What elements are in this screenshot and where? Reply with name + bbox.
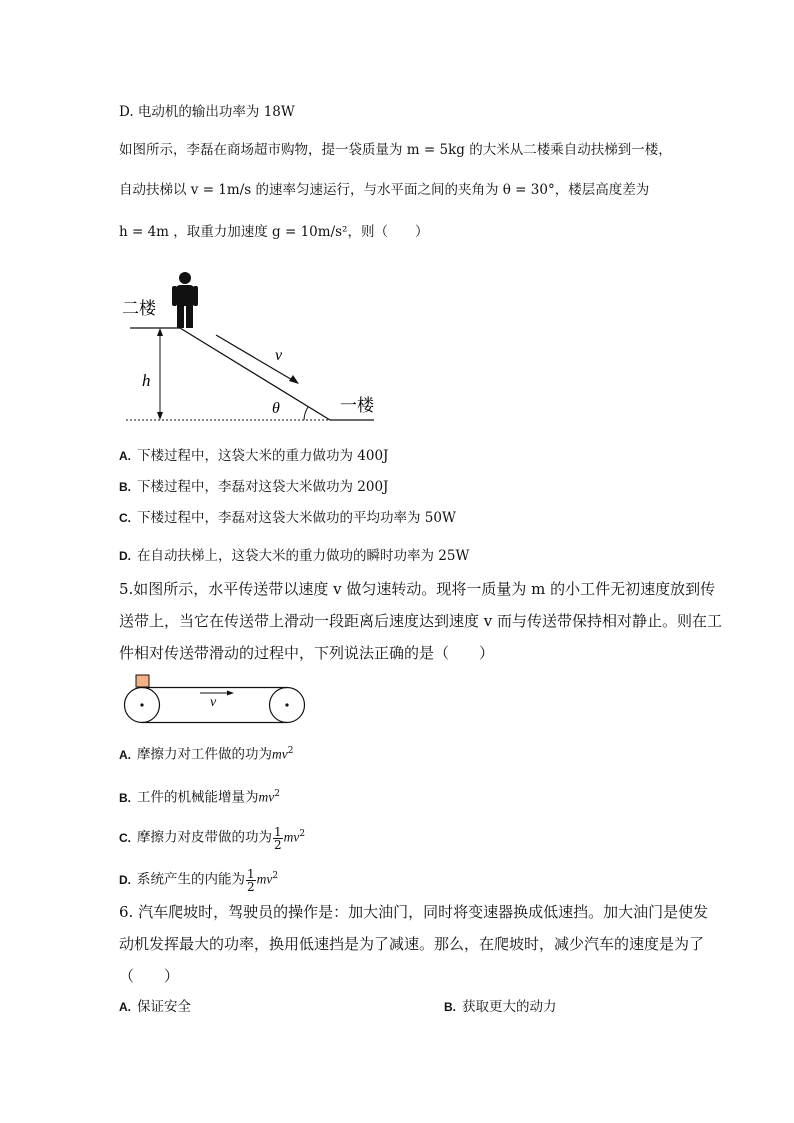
conveyor-figure — [120, 674, 310, 726]
q4-stem-line-1: 如图所示，李磊在商场超市购物，提一袋质量为 m = 5kg 的大米从二楼乘自动扶梯到一楼， — [119, 142, 672, 158]
label-angle: θ — [272, 400, 280, 417]
q5-stem-line-1: 5.如图所示，水平传送带以速度 v 做匀速转动。现将一质量为 m 的小工件无初速度放到传 — [119, 580, 716, 598]
person-icon — [172, 272, 198, 328]
label-velocity: v — [275, 347, 283, 364]
q5-option-a: A. 摩擦力对工件做的功为$mv^2$ — [119, 746, 294, 763]
q6-stem-line-3: （ ） — [119, 967, 180, 985]
q4-option-d: D. 在自动扶梯上，这袋大米的重力做功的瞬时功率为 25W — [119, 548, 470, 564]
q4-option-a: A. 下楼过程中，这袋大米的重力做功为 400J — [119, 448, 389, 464]
q4-option-b: B. 下楼过程中，李磊对这袋大米做功为 200J — [119, 479, 389, 495]
workpiece-block — [136, 675, 149, 687]
q4-stem-line-2: 自动扶梯以 v = 1m/s 的速率匀速运行，与水平面之间的夹角为 θ = 30°，楼层高度差为 — [119, 182, 650, 198]
angle-arc — [304, 407, 308, 420]
q6-option-b: B. 获取更大的动力 — [444, 999, 557, 1015]
label-height: h — [142, 371, 151, 390]
prev-option-d: D. 电动机的输出功率为 18W — [119, 104, 295, 120]
q6-option-a: A. 保证安全 — [119, 999, 191, 1015]
q5-option-d: D. 系统产生的内能为 $\frac{1}{2}$ $mv^2$ — [119, 866, 279, 894]
q4-option-c: C. 下楼过程中，李磊对这袋大米做功的平均功率为 50W — [119, 510, 456, 526]
escalator-slope — [180, 328, 330, 420]
q5-option-c: C. 摩擦力对皮带做的功为 $\frac{1}{2}$ $mv^2$ — [119, 824, 306, 852]
escalator-figure — [118, 268, 388, 428]
q6-stem-line-2: 动机发挥最大的功率，换用低速挡是为了减速。那么，在爬坡时，减少汽车的速度是为了 — [119, 935, 705, 953]
q6-stem-line-1: 6. 汽车爬坡时，驾驶员的操作是：加大油门，同时将变速器换成低速挡。加大油门是使发 — [119, 903, 709, 921]
q5-stem-line-3: 件相对传送带滑动的过程中，下列说法正确的是（ ） — [119, 644, 495, 662]
q5-stem-line-2: 送带上，当它在传送带上滑动一段距离后速度达到速度 v 而与传送带保持相对静止。则在工 — [119, 612, 723, 630]
label-upper-floor: 二楼 — [122, 299, 156, 319]
q4-stem-line-3: h = 4m ，取重力加速度 g = 10m/s²，则（ ） — [119, 224, 429, 240]
belt-velocity-label: v — [210, 695, 217, 710]
label-lower-floor: 一楼 — [340, 396, 374, 416]
q5-option-b: B. 工件的机械能增量为$mv^2$ — [119, 789, 280, 806]
